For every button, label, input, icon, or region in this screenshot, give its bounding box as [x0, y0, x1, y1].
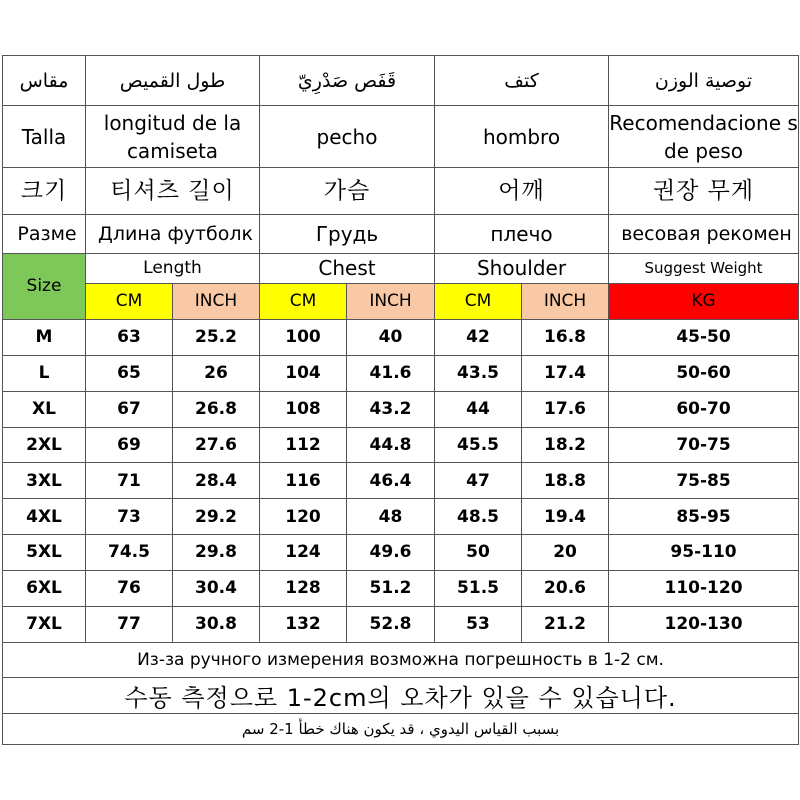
shoulder-inch-cell: 16.8	[522, 320, 609, 356]
shoulder-cm-cell: 44	[435, 391, 522, 427]
russian-weight-label: весовая рекомен	[609, 214, 799, 253]
chest-inch-cell: 44.8	[347, 427, 435, 463]
size-cell: 7XL	[3, 606, 86, 642]
length-cm-cell: 67	[86, 391, 173, 427]
length-inch-cell: 27.6	[173, 427, 260, 463]
weight-kg-cell: 50-60	[609, 355, 799, 391]
shoulder-cm-cell: 42	[435, 320, 522, 356]
chest-cm-cell: 124	[260, 535, 347, 571]
note-row-arabic	[3, 713, 799, 744]
length-inch-unit: INCH	[173, 283, 260, 319]
spanish-weight-label: Recomendacione s de peso	[609, 106, 799, 168]
size-cell: 4XL	[3, 499, 86, 535]
chest-cm-cell: 100	[260, 320, 347, 356]
measurement-header-row	[3, 253, 799, 283]
chest-inch-cell: 43.2	[347, 391, 435, 427]
shoulder-cm-cell: 47	[435, 463, 522, 499]
weight-kg-cell: 45-50	[609, 320, 799, 356]
shoulder-cm-cell: 45.5	[435, 427, 522, 463]
length-cm-cell: 76	[86, 570, 173, 606]
chest-cm-cell: 128	[260, 570, 347, 606]
table-row	[3, 355, 799, 391]
korean-length-label: 티셔츠 길이	[86, 168, 260, 214]
spanish-length-label: longitud de la camiseta	[86, 106, 260, 168]
chest-cm-cell: 132	[260, 606, 347, 642]
weight-kg-cell: 85-95	[609, 499, 799, 535]
length-cm-cell: 65	[86, 355, 173, 391]
russian-chest-label: Грудь	[260, 214, 435, 253]
table-row	[3, 499, 799, 535]
measurement-note-russian: Из-за ручного измерения возможна погрешность в 1-2 см.	[3, 642, 799, 677]
russian-label-row	[3, 214, 799, 253]
weight-kg-unit: KG	[609, 283, 799, 319]
chest-inch-cell: 41.6	[347, 355, 435, 391]
korean-size-label: 크기	[3, 168, 86, 214]
length-inch-cell: 30.8	[173, 606, 260, 642]
weight-kg-cell: 120-130	[609, 606, 799, 642]
chest-inch-cell: 51.2	[347, 570, 435, 606]
chest-inch-cell: 40	[347, 320, 435, 356]
size-chart-table	[2, 55, 799, 745]
weight-kg-cell: 110-120	[609, 570, 799, 606]
length-cm-cell: 63	[86, 320, 173, 356]
arabic-size-label: مقاس	[3, 56, 86, 106]
shoulder-inch-cell: 19.4	[522, 499, 609, 535]
weight-kg-cell: 70-75	[609, 427, 799, 463]
shoulder-cm-cell: 53	[435, 606, 522, 642]
shoulder-cm-cell: 50	[435, 535, 522, 571]
spanish-shoulder-label: hombro	[435, 106, 609, 168]
korean-weight-label: 권장 무게	[609, 168, 799, 214]
chest-cm-cell: 120	[260, 499, 347, 535]
chest-inch-cell: 46.4	[347, 463, 435, 499]
length-header: Length	[86, 253, 260, 283]
weight-kg-cell: 60-70	[609, 391, 799, 427]
korean-label-row	[3, 168, 799, 214]
shoulder-inch-cell: 17.4	[522, 355, 609, 391]
chest-cm-cell: 112	[260, 427, 347, 463]
shoulder-cm-unit: CM	[435, 283, 522, 319]
russian-length-label: Длина футболк	[86, 214, 260, 253]
table-row	[3, 391, 799, 427]
measurement-note-arabic: بسبب القياس اليدوي ، قد يكون هناك خطأ 1-2 سم	[3, 713, 799, 744]
unit-row	[3, 283, 799, 319]
arabic-shoulder-label: كتف	[435, 56, 609, 106]
spanish-size-label: Talla	[3, 106, 86, 168]
chest-inch-cell: 52.8	[347, 606, 435, 642]
shoulder-inch-cell: 18.8	[522, 463, 609, 499]
table-row	[3, 606, 799, 642]
size-cell: 5XL	[3, 535, 86, 571]
chest-cm-cell: 104	[260, 355, 347, 391]
spanish-chest-label: pecho	[260, 106, 435, 168]
shoulder-cm-cell: 51.5	[435, 570, 522, 606]
size-cell: L	[3, 355, 86, 391]
chest-inch-unit: INCH	[347, 283, 435, 319]
shoulder-cm-cell: 43.5	[435, 355, 522, 391]
arabic-length-label: طول القميص	[86, 56, 260, 106]
length-cm-cell: 71	[86, 463, 173, 499]
table-row	[3, 570, 799, 606]
shoulder-inch-cell: 20	[522, 535, 609, 571]
length-cm-cell: 69	[86, 427, 173, 463]
length-inch-cell: 26	[173, 355, 260, 391]
arabic-label-row	[3, 56, 799, 106]
shoulder-cm-cell: 48.5	[435, 499, 522, 535]
chest-header: Chest	[260, 253, 435, 283]
length-cm-cell: 74.5	[86, 535, 173, 571]
length-cm-cell: 77	[86, 606, 173, 642]
note-row-korean	[3, 677, 799, 713]
table-row	[3, 535, 799, 571]
shoulder-inch-unit: INCH	[522, 283, 609, 319]
length-inch-cell: 26.8	[173, 391, 260, 427]
length-inch-cell: 25.2	[173, 320, 260, 356]
size-header: Size	[3, 253, 86, 319]
chest-cm-unit: CM	[260, 283, 347, 319]
russian-size-label: Разме	[3, 214, 86, 253]
chest-cm-cell: 108	[260, 391, 347, 427]
arabic-chest-label: قَفَص صَدْرِيّ	[260, 56, 435, 106]
length-inch-cell: 29.8	[173, 535, 260, 571]
spanish-label-row	[3, 106, 799, 168]
size-cell: 3XL	[3, 463, 86, 499]
table-row	[3, 463, 799, 499]
table-row	[3, 320, 799, 356]
size-cell: XL	[3, 391, 86, 427]
length-inch-cell: 30.4	[173, 570, 260, 606]
shoulder-inch-cell: 21.2	[522, 606, 609, 642]
shoulder-inch-cell: 18.2	[522, 427, 609, 463]
weight-header: Suggest Weight	[609, 253, 799, 283]
shoulder-inch-cell: 17.6	[522, 391, 609, 427]
table-row	[3, 427, 799, 463]
arabic-weight-label: توصية الوزن	[609, 56, 799, 106]
russian-shoulder-label: плечо	[435, 214, 609, 253]
length-cm-unit: CM	[86, 283, 173, 319]
weight-kg-cell: 95-110	[609, 535, 799, 571]
chest-inch-cell: 48	[347, 499, 435, 535]
shoulder-header: Shoulder	[435, 253, 609, 283]
korean-chest-label: 가슴	[260, 168, 435, 214]
chest-inch-cell: 49.6	[347, 535, 435, 571]
size-cell: 2XL	[3, 427, 86, 463]
size-cell: M	[3, 320, 86, 356]
weight-kg-cell: 75-85	[609, 463, 799, 499]
measurement-note-korean: 수동 측정으로 1-2cm의 오차가 있을 수 있습니다.	[3, 677, 799, 713]
chest-cm-cell: 116	[260, 463, 347, 499]
size-cell: 6XL	[3, 570, 86, 606]
length-inch-cell: 28.4	[173, 463, 260, 499]
korean-shoulder-label: 어깨	[435, 168, 609, 214]
shoulder-inch-cell: 20.6	[522, 570, 609, 606]
length-cm-cell: 73	[86, 499, 173, 535]
length-inch-cell: 29.2	[173, 499, 260, 535]
note-row-russian	[3, 642, 799, 677]
